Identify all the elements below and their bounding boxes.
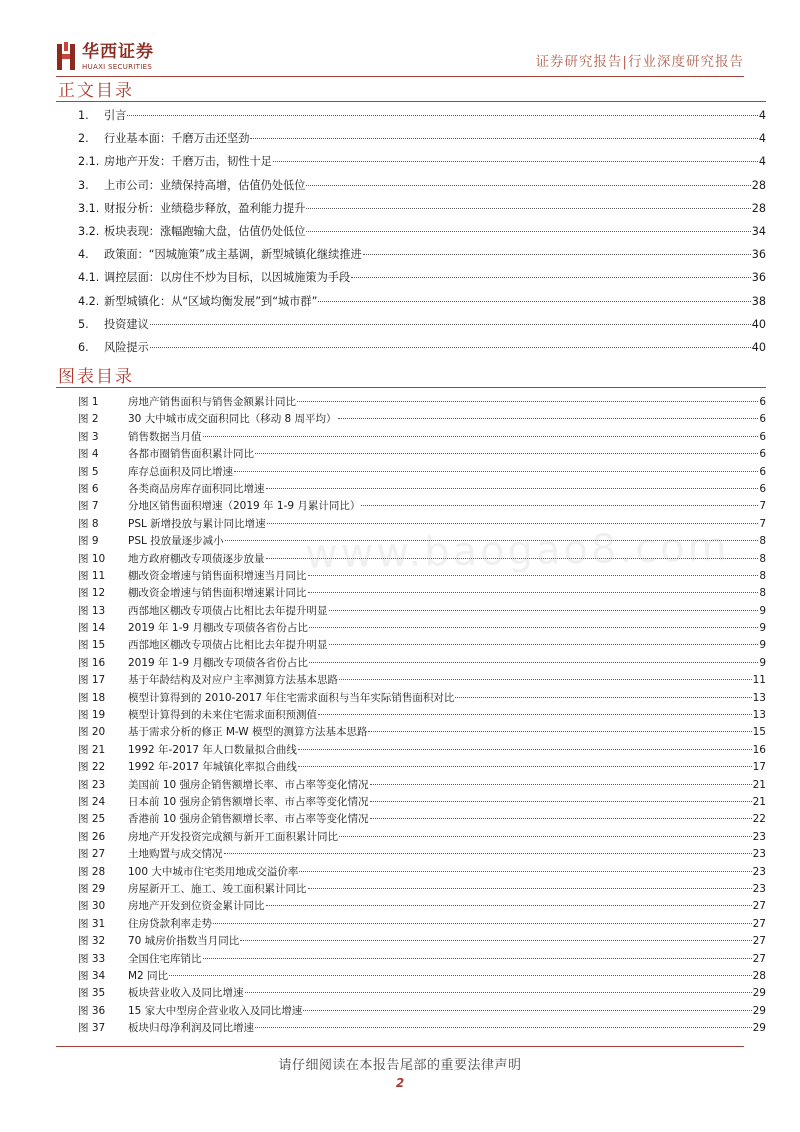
legal-notice: 请仔细阅读在本报告尾部的重要法律声明: [278, 1058, 522, 1073]
toc-entry[interactable]: [78, 313, 766, 336]
toc-entry-number: 图 3: [78, 430, 99, 443]
toc-entry-leader: [203, 436, 759, 437]
toc-entry-page: 28: [751, 178, 766, 192]
toc-entry-leader: [370, 818, 752, 819]
toc-entry-leader: [338, 418, 759, 419]
toc-entry-number: 图 16: [78, 656, 106, 669]
toc-entry[interactable]: [78, 266, 766, 289]
toc-entry-number: 图 34: [78, 969, 106, 982]
toc-entry-title: 分地区销售面积增速（2019 年 1-9 月累计同比）: [128, 500, 361, 513]
toc-entry-title: 模型计算得到的未来住宅需求面积预测值: [128, 709, 317, 722]
toc-entry-leader: [299, 871, 751, 872]
toc-entry-leader: [255, 1027, 752, 1028]
toc-entry-number: 图 21: [78, 743, 106, 756]
toc-entry-title: 各类商品房库存面积同比增速: [128, 482, 265, 495]
toc-entry-number: 图 13: [78, 604, 106, 617]
toc-entry-number: 4.1.: [78, 271, 100, 285]
toc-entry[interactable]: [78, 690, 766, 707]
toc-entry-title: 70 城房价指数当月同比: [128, 935, 240, 948]
toc-entry-page: 34: [751, 224, 766, 238]
toc-entry[interactable]: [78, 336, 766, 359]
toc-entry-page: 9: [759, 622, 766, 635]
toc-entry-number: 图 12: [78, 587, 106, 600]
toc-entry-leader: [245, 992, 752, 993]
toc-entry-leader: [308, 592, 759, 593]
toc-entry-leader: [370, 801, 752, 802]
toc-entry-number: 图 19: [78, 709, 106, 722]
toc-entry-number: 图 11: [78, 569, 106, 582]
toc-entry[interactable]: [78, 951, 766, 968]
figures-divider: [56, 387, 766, 388]
toc-entry-page: 29: [752, 987, 766, 1000]
toc-entry-title: 板块表现：涨幅跑输大盘，估值仍处低位: [104, 224, 306, 238]
toc-entry-page: 36: [751, 248, 766, 262]
toc-entry-number: 图 10: [78, 552, 106, 565]
toc-entry[interactable]: [78, 290, 766, 313]
toc-entry[interactable]: [78, 811, 766, 828]
toc-entry-page: 6: [759, 430, 766, 443]
toc-entry-leader: [339, 836, 752, 837]
toc-entry-page: 27: [752, 900, 766, 913]
toc-entry-title: 库存总面积及同比增速: [128, 465, 233, 478]
toc-entry[interactable]: [78, 655, 766, 672]
toc-entry[interactable]: [78, 637, 766, 654]
toc-entry[interactable]: [78, 585, 766, 602]
toc-entry-page: 8: [759, 569, 766, 582]
footer-divider: [56, 1046, 744, 1047]
toc-entry-title: 香港前 10 强房企销售额增长率、市占率等变化情况: [128, 813, 369, 826]
toc-entry-leader: [169, 975, 752, 976]
toc-entry[interactable]: [78, 968, 766, 985]
toc-entry-number: 图 25: [78, 813, 106, 826]
toc-entry-number: 图 1: [78, 396, 99, 408]
toc-entry-number: 图 28: [78, 865, 106, 878]
report-type: 证券研究报告|行业深度研究报告: [535, 54, 744, 70]
toc-entry-page: 27: [752, 917, 766, 930]
toc-entry-number: 图 14: [78, 622, 106, 635]
toc-entry[interactable]: [78, 672, 766, 689]
toc-entry-leader: [255, 453, 758, 454]
toc-entry-title: 房屋新开工、施工、竣工面积累计同比: [128, 882, 307, 895]
toc-entry-page: 8: [759, 535, 766, 548]
toc-entry-leader: [361, 505, 758, 506]
contents-list: [78, 104, 766, 359]
toc-entry-page: 6: [759, 413, 766, 426]
toc-entry[interactable]: [78, 446, 766, 463]
toc-entry-title: 财报分析：业绩稳步释放，盈利能力提升: [104, 201, 306, 215]
toc-entry-leader: [363, 254, 751, 255]
toc-entry-leader: [309, 662, 758, 663]
toc-entry-leader: [297, 401, 758, 402]
toc-entry-leader: [306, 231, 750, 232]
page-header: [56, 36, 744, 77]
toc-entry-number: 1.: [78, 109, 89, 122]
toc-entry-leader: [329, 610, 759, 611]
toc-entry[interactable]: [78, 759, 766, 776]
toc-entry[interactable]: [78, 243, 766, 266]
toc-entry-page: 28: [751, 201, 766, 215]
page-number: 2: [395, 1076, 405, 1090]
toc-entry-leader: [273, 161, 758, 162]
toc-entry-title: 30 大中城市成交面积同比（移动 8 周平均）: [128, 413, 337, 426]
toc-entry-number: 3.: [78, 178, 89, 192]
toc-entry-number: 图 15: [78, 639, 106, 652]
toc-entry-number: 图 20: [78, 726, 106, 739]
toc-entry[interactable]: [78, 220, 766, 243]
toc-entry[interactable]: [78, 864, 766, 881]
toc-entry-leader: [150, 347, 751, 348]
toc-entry[interactable]: [78, 916, 766, 933]
toc-entry-page: 36: [751, 271, 766, 285]
toc-entry-leader: [224, 853, 752, 854]
toc-entry-number: 图 5: [78, 465, 99, 478]
toc-entry-title: 住房贷款利率走势: [128, 917, 212, 930]
toc-entry-page: 23: [752, 882, 766, 895]
toc-entry-number: 图 22: [78, 761, 106, 774]
toc-entry-page: 13: [752, 709, 766, 722]
toc-entry-leader: [370, 784, 752, 785]
toc-entry-number: 图 24: [78, 795, 106, 808]
toc-entry-number: 图 29: [78, 882, 106, 895]
toc-entry-page: 28: [752, 969, 766, 982]
toc-entry-leader: [329, 644, 759, 645]
toc-entry-number: 2.: [78, 132, 89, 146]
toc-entry-leader: [306, 208, 750, 209]
contents-title: 正文目录: [58, 81, 134, 101]
toc-entry-leader: [309, 627, 758, 628]
toc-entry[interactable]: [78, 603, 766, 620]
toc-entry[interactable]: [78, 429, 766, 446]
toc-entry-leader: [368, 731, 751, 732]
toc-entry-number: 图 23: [78, 778, 106, 791]
toc-entry-page: 29: [752, 1004, 766, 1017]
toc-entry-title: 新型城镇化：从“区域均衡发展”到“城市群”: [104, 294, 318, 308]
toc-entry-number: 图 35: [78, 987, 106, 1000]
toc-entry-number: 图 7: [78, 500, 99, 513]
toc-entry-leader: [306, 185, 750, 186]
toc-entry-title: 15 家大中型房企营业收入及同比增速: [128, 1004, 303, 1017]
toc-entry[interactable]: [78, 898, 766, 915]
toc-entry-leader: [298, 766, 752, 767]
figures-list: [78, 394, 766, 1037]
toc-entry-page: 29: [752, 1022, 766, 1035]
toc-entry-page: 16: [752, 743, 766, 756]
toc-entry-number: 图 4: [78, 448, 99, 461]
toc-entry-title: 基于需求分析的修正 M-W 模型的测算方法基本思路: [128, 726, 368, 739]
toc-entry-title: 房地产开发投资完成额与新开工面积累计同比: [128, 830, 338, 843]
toc-entry[interactable]: [78, 933, 766, 950]
toc-entry-title: 模型计算得到的 2010-2017 年住宅需求面积与当年实际销售面积对比: [128, 691, 455, 704]
logo-name-cn: 华西证券: [82, 41, 154, 62]
toc-entry[interactable]: [78, 150, 766, 173]
toc-entry[interactable]: [78, 464, 766, 481]
company-logo: [56, 42, 154, 76]
toc-entry-page: 22: [752, 813, 766, 826]
toc-entry-leader: [318, 301, 750, 302]
toc-entry-page: 6: [759, 482, 766, 495]
toc-entry-number: 图 8: [78, 517, 99, 530]
toc-entry-title: 棚改资金增速与销售面积增速累计同比: [128, 587, 307, 600]
toc-entry-title: 房地产开发到位资金累计同比: [128, 900, 265, 913]
toc-entry-leader: [240, 940, 751, 941]
toc-entry-leader: [266, 905, 752, 906]
toc-entry-page: 27: [752, 935, 766, 948]
toc-entry-page: 21: [752, 778, 766, 791]
toc-entry-title: 引言: [104, 109, 127, 122]
toc-entry-page: 38: [751, 294, 766, 308]
huaxi-logo-icon: [56, 42, 76, 72]
toc-entry-title: 1992 年-2017 年人口数量拟合曲线: [128, 743, 297, 756]
toc-entry-title: 全国住宅库销比: [128, 952, 202, 965]
toc-entry-leader: [266, 488, 759, 489]
toc-entry-page: 8: [759, 587, 766, 600]
toc-entry-number: 4.2.: [78, 294, 100, 308]
toc-entry-title: 板块营业收入及同比增速: [128, 987, 244, 1000]
toc-entry-page: 40: [751, 340, 766, 354]
toc-entry-page: 23: [752, 848, 766, 861]
toc-entry-leader: [250, 138, 757, 139]
toc-entry-page: 7: [759, 517, 766, 530]
toc-entry-title: 棚改资金增速与销售面积增速当月同比: [128, 569, 307, 582]
toc-entry-title: 房地产销售面积与销售金额累计同比: [128, 396, 296, 408]
toc-entry-title: 土地购置与成交情况: [128, 848, 223, 861]
toc-entry-leader: [455, 697, 751, 698]
toc-entry-leader: [213, 923, 752, 924]
toc-entry-page: 4: [758, 132, 766, 146]
toc-entry-leader: [127, 115, 757, 116]
toc-entry-number: 图 36: [78, 1004, 106, 1017]
toc-entry-title: 销售数据当月值: [128, 430, 202, 443]
toc-entry-title: 100 大中城市住宅类用地成交溢价率: [128, 865, 299, 878]
toc-entry-number: 2.1.: [78, 155, 100, 169]
toc-entry-leader: [303, 1010, 751, 1011]
toc-entry[interactable]: [78, 481, 766, 498]
toc-entry-title: 西部地区棚改专项债占比相比去年提升明显: [128, 604, 328, 617]
toc-entry[interactable]: [78, 127, 766, 150]
toc-entry-title: 风险提示: [104, 340, 149, 354]
toc-entry-title: PSL 投放量逐步减小: [128, 535, 224, 548]
toc-entry-title: 2019 年 1-9 月棚改专项债各省份占比: [128, 656, 308, 669]
toc-entry-leader: [267, 523, 759, 524]
toc-entry-page: 27: [752, 952, 766, 965]
toc-entry[interactable]: [78, 394, 766, 411]
toc-entry-number: 图 27: [78, 848, 106, 861]
toc-entry-title: 政策面：“因城施策”成主基调，新型城镇化继续推进: [104, 248, 362, 262]
toc-entry-number: 图 37: [78, 1022, 106, 1035]
toc-entry[interactable]: [78, 742, 766, 759]
toc-entry-title: 美国前 10 强房企销售额增长率、市占率等变化情况: [128, 778, 369, 791]
toc-entry-page: 15: [752, 726, 766, 739]
toc-entry-number: 4.: [78, 248, 89, 262]
toc-entry-number: 3.1.: [78, 201, 100, 215]
toc-entry-page: 6: [759, 448, 766, 461]
toc-entry-page: 8: [759, 552, 766, 565]
toc-entry-title: M2 同比: [128, 969, 169, 982]
toc-entry-leader: [298, 749, 752, 750]
toc-entry-number: 图 17: [78, 674, 106, 687]
toc-entry[interactable]: [78, 411, 766, 428]
toc-entry-title: 行业基本面：千磨万击还坚劲: [104, 132, 250, 146]
toc-entry-title: 板块归母净利润及同比增速: [128, 1022, 254, 1035]
toc-entry-title: 日本前 10 强房企销售额增长率、市占率等变化情况: [128, 795, 369, 808]
toc-entry-number: 3.2.: [78, 224, 100, 238]
toc-entry-number: 图 18: [78, 691, 106, 704]
toc-entry-title: 调控层面：以房住不炒为目标，以因城施策为手段: [104, 271, 351, 285]
toc-entry-title: PSL 新增投放与累计同比增速: [128, 517, 266, 530]
toc-entry[interactable]: [78, 1020, 766, 1037]
watermark: www.baogao8.com: [304, 524, 730, 578]
toc-entry-number: 图 31: [78, 917, 106, 930]
toc-entry-title: 1992 年-2017 年城镇化率拟合曲线: [128, 761, 297, 774]
toc-entry-leader: [150, 324, 751, 325]
logo-name-en: HUAXI SECURITIES: [82, 62, 153, 71]
toc-entry-number: 图 2: [78, 413, 99, 426]
toc-entry-leader: [234, 471, 758, 472]
toc-entry-title: 投资建议: [104, 317, 149, 331]
toc-entry-title: 地方政府棚改专项债逐步放量: [128, 552, 265, 565]
toc-entry-page: 9: [759, 656, 766, 669]
toc-entry-number: 图 30: [78, 900, 106, 913]
toc-entry-number: 图 33: [78, 952, 106, 965]
toc-entry-leader: [203, 958, 752, 959]
contents-divider: [56, 101, 766, 102]
toc-entry-page: 13: [752, 691, 766, 704]
toc-entry-title: 房地产开发：千磨万击，韧性十足: [104, 155, 272, 169]
toc-entry-page: 17: [752, 761, 766, 774]
toc-entry-leader: [308, 888, 752, 889]
toc-entry-title: 基于年龄结构及对应户主率测算方法基本思路: [128, 674, 338, 687]
toc-entry-number: 5.: [78, 317, 89, 331]
toc-entry-title: 2019 年 1-9 月棚改专项债各省份占比: [128, 622, 308, 635]
toc-entry-leader: [351, 277, 751, 278]
toc-entry-page: 23: [752, 865, 766, 878]
toc-entry[interactable]: [78, 846, 766, 863]
toc-entry-page: 7: [759, 500, 766, 513]
toc-entry-page: 9: [759, 604, 766, 617]
toc-entry-number: 图 32: [78, 935, 106, 948]
toc-entry-leader: [318, 714, 752, 715]
toc-entry[interactable]: [78, 197, 766, 220]
toc-entry-title: 各都市圈销售面积累计同比: [128, 448, 254, 461]
toc-entry-number: 图 26: [78, 830, 106, 843]
toc-entry-title: 西部地区棚改专项债占比相比去年提升明显: [128, 639, 328, 652]
toc-entry[interactable]: [78, 724, 766, 741]
toc-entry[interactable]: [78, 777, 766, 794]
toc-entry-number: 图 9: [78, 535, 99, 548]
toc-entry[interactable]: [78, 174, 766, 197]
toc-entry-number: 图 6: [78, 482, 99, 495]
toc-entry[interactable]: [78, 707, 766, 724]
toc-entry-page: 6: [759, 465, 766, 478]
toc-entry[interactable]: [78, 104, 766, 127]
toc-entry-page: 21: [752, 795, 766, 808]
figures-title: 图表目录: [58, 367, 134, 387]
toc-entry[interactable]: [78, 829, 766, 846]
toc-entry[interactable]: [78, 794, 766, 811]
toc-entry[interactable]: [78, 498, 766, 515]
toc-entry-page: 6: [759, 396, 766, 408]
toc-entry-page: 4: [758, 155, 766, 169]
toc-entry-title: 上市公司：业绩保持高增，估值仍处低位: [104, 178, 306, 192]
toc-entry-leader: [339, 679, 752, 680]
toc-entry-page: 23: [752, 830, 766, 843]
toc-entry[interactable]: [78, 985, 766, 1002]
toc-entry[interactable]: [78, 620, 766, 637]
toc-entry-page: 9: [759, 639, 766, 652]
toc-entry[interactable]: [78, 881, 766, 898]
toc-entry-page: 4: [758, 109, 766, 122]
toc-entry[interactable]: [78, 1003, 766, 1020]
toc-entry-page: 40: [751, 317, 766, 331]
toc-entry-page: 11: [752, 674, 766, 687]
toc-entry-number: 6.: [78, 340, 89, 354]
